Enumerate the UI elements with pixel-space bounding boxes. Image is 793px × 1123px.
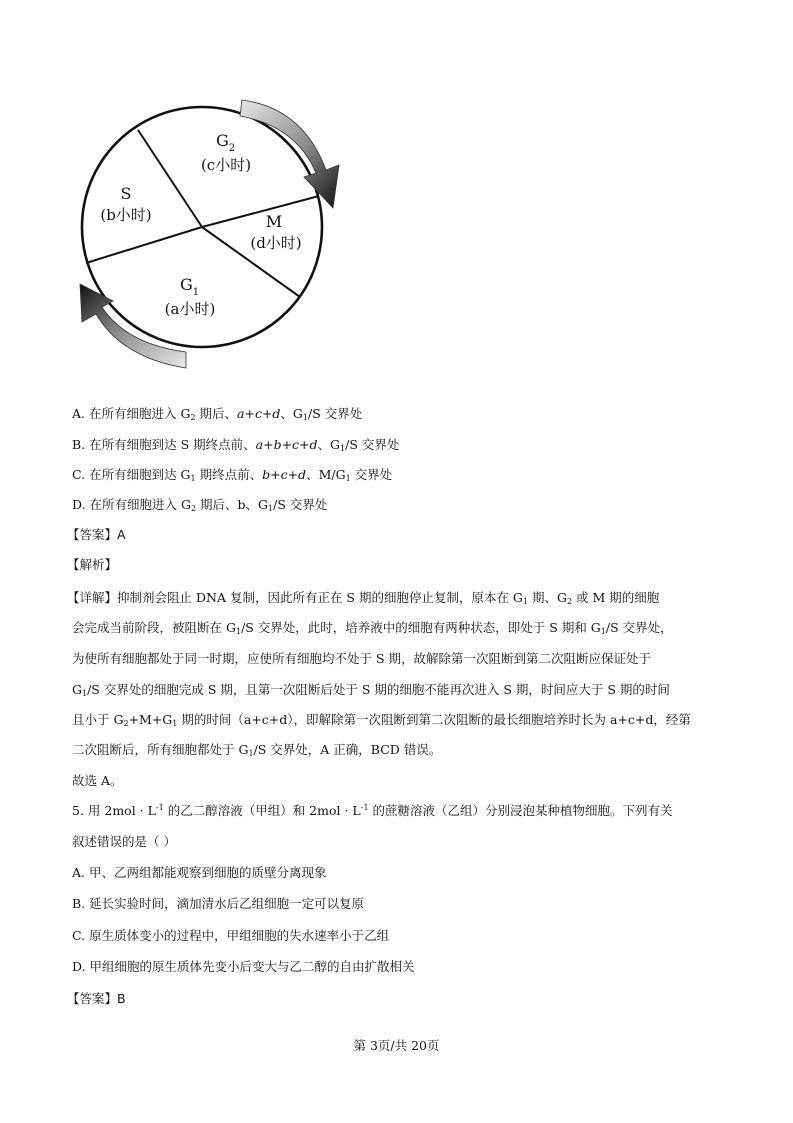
s-duration: (b小时) <box>100 206 152 224</box>
detail-label: 【详解】 <box>67 590 118 605</box>
m-duration: (d小时) <box>250 234 302 252</box>
q4-option-c: C. 在所有细胞到达 $G_1$ 期终点前、b+c+d、$M/G_1$ 交界处 <box>72 467 393 483</box>
q5-answer <box>67 990 126 1008</box>
q5-stem-line-1: 5. 用 $2mol \cdot L^{-1}$ 的乙二醇溶液（甲组）和 $2mol \cdot L^{-1}$ 的蔗糖溶液（乙组）分别浸泡某种植物细胞。下列有关 <box>72 803 673 818</box>
answer-label: 【答案】 <box>67 527 118 542</box>
q4-option-a: A. 在所有细胞进入 $G_2$ 期后、a+c+d、$G_1/S$ 交界处 <box>72 406 363 422</box>
g2-subscript: 2 <box>228 143 236 154</box>
g1-subscript: 1 <box>192 287 200 298</box>
cell-cycle-diagram <box>60 90 360 380</box>
q4-explanation-line-1: 【详解】抑制剂会阻止 DNA 复制，因此所有正在 S 期的细胞停止复制，原本在 $G_1$ 期、$G_2$ 或 M 期的细胞 <box>67 590 660 606</box>
m-label: M <box>265 212 283 231</box>
q4-option-b: B. 在所有细胞到达 S 期终点前、a+b+c+d、$G_1/S$ 交界处 <box>72 437 400 453</box>
g2-duration: (c小时) <box>200 156 252 174</box>
q4-explanation-line-6: 二次阻断后，所有细胞都处于 $G_1/S$ 交界处，A 正确，BCD 错误。 <box>72 742 442 758</box>
s-label: S <box>120 184 132 203</box>
answer-value: A <box>117 527 126 542</box>
q5-option-a: A. 甲、乙两组都能观察到细胞的质壁分离现象 <box>72 865 327 880</box>
q4-analysis-label: 【解析】 <box>67 557 118 572</box>
answer-value: B <box>117 991 126 1006</box>
q4-explanation-line-5: 且小于 $G_2+M+G_1$ 期的时间（a+c+d），即解除第一次阻断到第二次阻断的最长细胞培养时长为 a+c+d，经第 <box>72 712 691 728</box>
q5-stem-line-2: 叙述错误的是（ ） <box>72 834 176 849</box>
g1-duration: (a小时) <box>164 300 216 318</box>
q5-option-d: D. 甲组细胞的原生质体先变小后变大与乙二醇的自由扩散相关 <box>72 959 415 974</box>
q4-answer <box>67 526 126 544</box>
answer-label: 【答案】 <box>67 991 118 1006</box>
q5-option-c: C. 原生质体变小的过程中，甲组细胞的失水速率小于乙组 <box>72 928 390 943</box>
g1-label: G <box>180 275 193 294</box>
q4-explanation-line-3: 为使所有细胞都处于同一时期，应使所有细胞均不处于 S 期，故解除第一次阻断到第二次阻断应保证处于 <box>72 651 652 666</box>
q4-explanation-line-2: 会完成当前阶段，被阻断在 $G_1/S$ 交界处，此时，培养液中的细胞有两种状态，即处于 S 期和 $G_1/S$ 交界处， <box>72 620 673 636</box>
q5-option-b: B. 延长实验时间，滴加清水后乙组细胞一定可以复原 <box>72 896 365 911</box>
q4-conclusion: 故选 A。 <box>72 773 123 788</box>
q4-option-d: D. 在所有细胞进入 $G_2$ 期后、b、$G_1/S$ 交界处 <box>72 497 328 513</box>
g2-label: G <box>216 131 229 150</box>
page-footer: 第 3页/共 20页 <box>353 1038 440 1053</box>
q4-explanation-line-4: $G_1/S$ 交界处的细胞完成 S 期，且第一次阻断后处于 S 期的细胞不能再次进入 S 期，时间应大于 S 期的时间 <box>72 682 670 698</box>
